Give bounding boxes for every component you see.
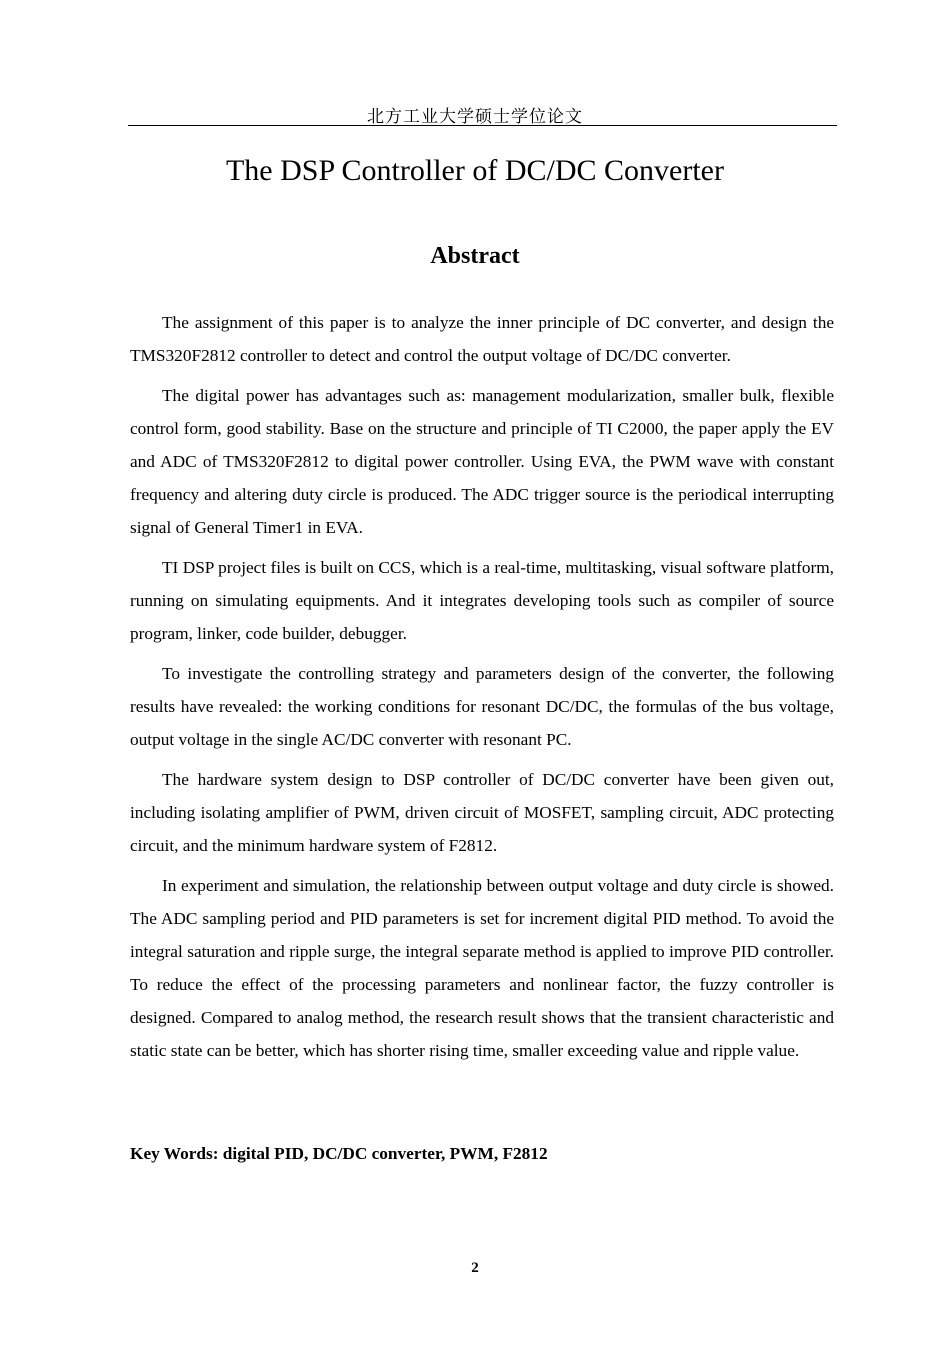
abstract-heading: Abstract [430,243,520,269]
header-rule [128,125,837,126]
abstract-paragraph: In experiment and simulation, the relationship between output voltage and duty circle is showed. The ADC sampling period and PID parameters is set for increment digital PID method. To avoid the integral saturation and ripple surge, the integral separate method is applied to improve PID controller. To reduce the effect of the processing parameters and nonlinear factor, the fuzzy controller is designed. Compared to analog method, the research result shows that the transient characteristic and static state can be better, which has shorter rising time, smaller exceeding value and ripple value. [130,876,834,1060]
abstract-paragraph: To investigate the controlling strategy and parameters design of the converter, the following results have revealed: the working conditions for resonant DC/DC, the formulas of the bus voltage, output voltage in the single AC/DC converter with resonant PC. [130,664,834,749]
abstract-paragraph: The hardware system design to DSP controller of DC/DC converter have been given out, including isolating amplifier of PWM, driven circuit of MOSFET, sampling circuit, ADC protecting circuit, and the minimum hardware system of F2812. [130,770,834,855]
keywords: Key Words: digital PID, DC/DC converter, PWM, F2812 [130,1144,548,1163]
abstract-paragraph: The digital power has advantages such as: management modularization, smaller bulk, flexible control form, good stability. Base on the structure and principle of TI C2000, the paper apply the EV and ADC of TMS320F2812 to digital power controller. Using EVA, the PWM wave with constant frequency and altering duty circle is produced. The ADC trigger source is the periodical interrupting signal of General Timer1 in EVA. [130,386,834,537]
running-header: 北方工业大学硕士学位论文 [367,107,583,126]
abstract-paragraph: The assignment of this paper is to analyze the inner principle of DC converter, and design the TMS320F2812 controller to detect and control the output voltage of DC/DC converter. [130,313,834,365]
abstract-paragraph: TI DSP project files is built on CCS, which is a real-time, multitasking, visual software platform, running on simulating equipments. And it integrates developing tools such as compiler of source program, linker, code builder, debugger. [130,558,834,643]
paper-title: The DSP Controller of DC/DC Converter [225,154,724,187]
page-number: 2 [471,1260,479,1276]
abstract-body [130,306,834,1074]
